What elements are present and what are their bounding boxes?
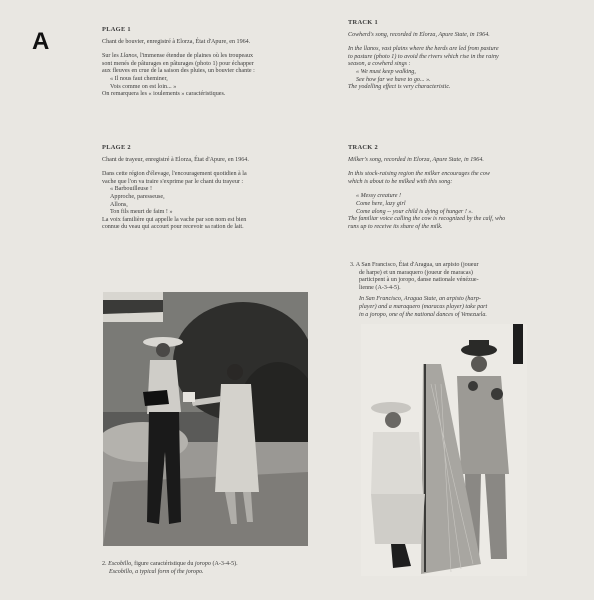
- plage-2-line: Chant de trayeur, enregistré à Elorza, État d'Apure, en 1964.: [102, 156, 249, 163]
- photo-3-en-l1: In San Francisco, Aragua State, an arpisto (harp-: [359, 296, 481, 303]
- track-1-song-2: See how far we have to go... ».: [356, 76, 431, 83]
- track-2-section: [348, 144, 558, 231]
- track-1-section: [348, 19, 558, 92]
- track-2-song-1: « Messy creature !: [356, 193, 402, 200]
- photo-2-fr-em: Escobillo: [108, 561, 132, 567]
- photo-3-fr-l4: lienne (A-3-4-5).: [359, 284, 401, 291]
- photo-2-en: Escobillo, a typical form of the joropo.: [109, 568, 204, 575]
- plage-1-paragraph-l3: aux fleuves en crue de la saison des pluies, un bouvier chante :: [102, 68, 255, 75]
- harp-players-photo: [361, 324, 527, 576]
- track-1-song-1: « We must keep walking,: [356, 68, 416, 75]
- track-2-paragraph2-l1: The familiar voice calling the cow is recognized by the calf, who: [348, 216, 506, 223]
- plage-2-song-2: Approche, paresseuse,: [110, 193, 165, 200]
- photo-3-en-l2: player) and a maraquero (maracas player) take part: [359, 303, 488, 310]
- plage-1-p-em: Llanos: [120, 53, 137, 60]
- dancers-photo-image: [103, 292, 308, 546]
- photo-3-fr-l1: 3. A San Francisco, État d'Aragua, un arpisto (joueur: [350, 262, 479, 268]
- plage-1-section: [102, 26, 307, 99]
- plage-1-note: On remarquera les « ioulements » caractéristiques.: [102, 91, 226, 98]
- photo-3-fr-l3: participent à un joropo, danse nationale vénézue-: [359, 277, 479, 284]
- plage-2-song-3: Allons,: [110, 201, 128, 208]
- photo-2-fr-pre: 2.: [102, 561, 109, 567]
- photo-2-fr-rest: , figure caractéristique du: [131, 561, 195, 567]
- track-2-paragraph-l1: In this stock-raising region the milker encourages the cow: [348, 171, 490, 178]
- harp-players-photo-image: [361, 324, 527, 576]
- plage-2-song-1: « Barbouilleuse !: [110, 186, 152, 193]
- track-2-paragraph2-l2: runs up to receive its share of the milk.: [348, 223, 443, 230]
- plage-1-p-pre: Sur les: [102, 53, 121, 60]
- photo-3-fr-l2: de harpe) et un maraquero (joueur de maracas): [359, 269, 473, 276]
- track-1-paragraph-l2: to pasture (photo 1) to avoid the rivers which rise in the rainy: [348, 53, 499, 60]
- plage-2-section: [102, 144, 307, 232]
- track-1-paragraph-l3: season, a cowherd sings :: [348, 61, 411, 68]
- plage-2-song-4: Ton fils meurt de faim ! »: [110, 209, 173, 216]
- track-1-heading: TRACK 1: [348, 19, 378, 26]
- photo-3-en-l3: in a joropo, one of the national dances of Venezuela.: [359, 311, 487, 318]
- plage-1-paragraph: [102, 53, 307, 61]
- plage-1-p-rest: , l'immense étendue de plaines où les troupeaux: [136, 53, 254, 60]
- photo-2-fr: [102, 561, 322, 569]
- photo-3-caption: [350, 262, 550, 319]
- side-letter: A: [32, 28, 50, 55]
- photo-2-fr-em2: joropo: [194, 561, 211, 567]
- track-1-line: Cowherd's song, recorded in Elorza, Apure State, in 1964.: [348, 31, 490, 38]
- plage-2-heading: PLAGE 2: [102, 144, 131, 151]
- plage-1-song-2: Vois comme on est loin... »: [110, 83, 177, 90]
- plage-1-heading: PLAGE 1: [102, 26, 131, 33]
- plage-2-paragraph2-l2: connue du veau qui accourt pour recevoir sa ration de lait.: [102, 224, 244, 231]
- track-2-song-3: Come along -- your child is dying of hunger ! ».: [356, 208, 473, 215]
- plage-1-paragraph-l2: sont menés de pâturages en pâturages (photo 1) pour échapper: [102, 60, 254, 67]
- track-2-line: Milker's song, recorded in Elorza, Apure State, in 1964.: [348, 156, 484, 163]
- dancers-photo: [103, 292, 308, 546]
- track-2-paragraph-l2: which is about to be milked with this song:: [348, 178, 453, 185]
- plage-1-song-1: « Il nous faut cheminer,: [110, 75, 168, 82]
- track-1-paragraph-l1: In the llanos, vast plains where the herds are led from pasture: [348, 46, 499, 53]
- plage-2-paragraph2-l1: La voix familière qui appelle la vache par son nom est bien: [102, 216, 247, 223]
- track-2-heading: TRACK 2: [348, 144, 378, 151]
- photo-2-fr-end: (A-3-4-5).: [210, 561, 238, 567]
- photo-2-caption: [102, 561, 322, 576]
- plage-2-paragraph-l1: Dans cette région d'élevage, l'encouragement quotidien à la: [102, 171, 247, 178]
- track-1-note: The yodelling effect is very characteristic.: [348, 84, 451, 91]
- plage-1-line: Chant de bouvier, enregistré à Elorza, État d'Apure, en 1964.: [102, 38, 251, 45]
- track-2-song-2: Come here, lazy girl: [356, 200, 406, 207]
- plage-2-paragraph-l2: vache que l'on va traire s'exprime par le chant du trayeur :: [102, 178, 244, 185]
